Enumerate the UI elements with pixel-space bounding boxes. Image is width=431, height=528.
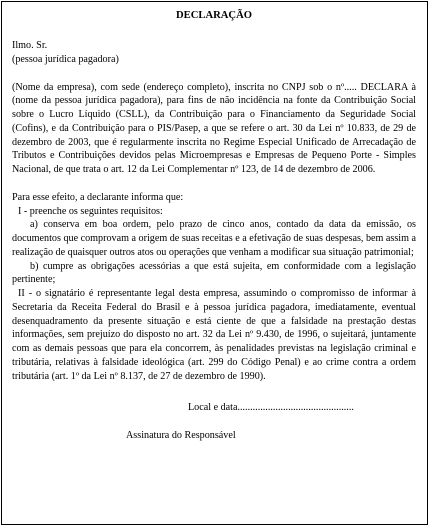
declaration-paragraph: (Nome da empresa), com sede (endereço completo), inscrita no CNPJ sob o nº..... DECLARA à (nome da pessoa jurídica pagadora), para fins de não incidência na fonte da Contribuição Social sobre o Lucro Líquido (CSLL), da Contribuição para o Financiamento da Seguridade Social (Cofins), e da Contribuição para o PIS/Pasep, a que se refere o art. 30 da Lei nº 10.833, de 29 de dezembro de 2003, que é regularmente inscrita no Regime Especial Unificado de Arrecadação de Tributos e Contribuições devidos pelas Microempresas e Empresas de Pequeno Porte - Simples Nacional, de que trata o art. 12 da Lei Complementar nº 123, de 14 de dezembro de 2006.	[12, 81, 416, 175]
local-date-line: Local e data..............................................	[188, 402, 354, 414]
item-1-b: b) cumpre as obrigações acessórias a que está sujeita, em conformidade com a legislação pertinente;	[12, 260, 416, 286]
intro-line: Para esse efeito, a declarante informa que:	[12, 191, 184, 203]
item-1-a: a) conserva em boa ordem, pelo prazo de cinco anos, contado da data da emissão, os documentos que comprovam a origem de suas receitas e a efetivação de suas despesas, bem assim a realização de quaisquer outros atos ou operações que venham a modificar sua situação patrimonial;	[12, 219, 417, 258]
document-title: DECLARAÇÃO	[176, 10, 252, 21]
signature-line: Assinatura do Responsável	[126, 430, 236, 441]
item-2: II - o signatário é representante legal desta empresa, assumindo o compromisso de informar à Secretaria da Receita Federal do Brasil e à pessoa jurídica pagadora, imediatamente, eventual desenquadramento da presente situação e está ciente de que a falsidade na prestação destas informações, sem prejuízo do disposto no art. 32 da Lei nº 9.430, de 1996, o sujeitará, juntamente com as demais pessoas que para ela concorrem, às penalidades previstas na legislação criminal e tributária, relativas à falsidade ideológica (art. 299 do Código Penal) e ao crime contra a ordem tributária (art. 1º da Lei nº 8.137, de 27 de dezembro de 1990).	[12, 288, 416, 382]
addressee-block	[12, 39, 416, 67]
addressee-salutation: Ilmo. Sr.	[12, 40, 48, 51]
declaration-document	[12, 9, 416, 443]
item-1-heading: I - preenche os seguintes requisitos:	[18, 205, 163, 217]
addressee-name: (pessoa jurídica pagadora)	[12, 53, 119, 65]
